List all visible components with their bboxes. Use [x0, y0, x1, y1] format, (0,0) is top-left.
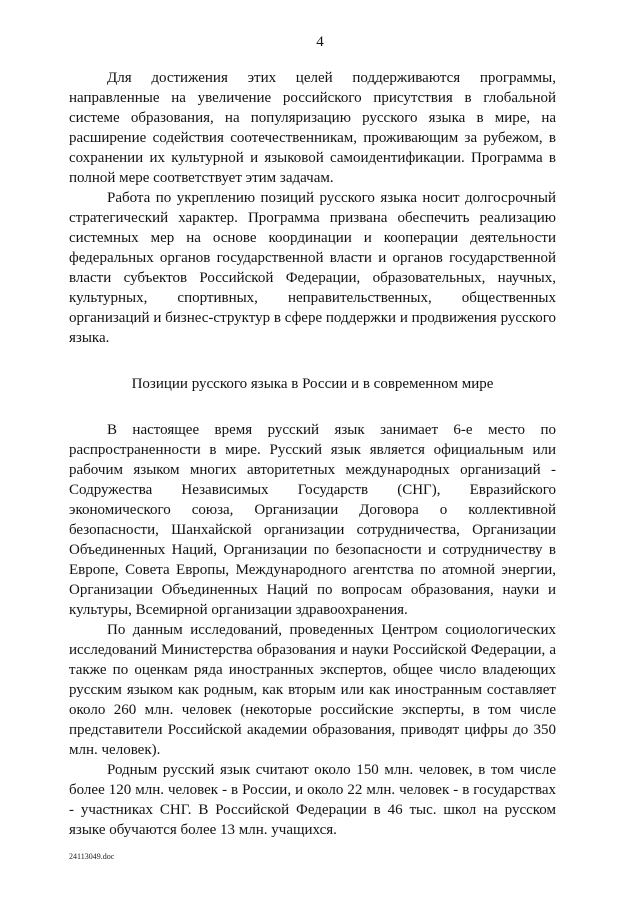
footer-filename: 24113049.doc: [69, 852, 115, 861]
paragraph-goals: Для достижения этих целей поддерживаются программы, направленные на увеличение российского присутствия в глобальной системе образования, на популяризацию русского языка в мире, на расширение содействия соотечественникам, проживающим за рубежом, в сохранении их культурной и языковой самоидентификации. Программа в полной мере соответствует этим задачам.: [69, 70, 556, 186]
paragraph-speakers-total: По данным исследований, проведенных Центром социологических исследований Министерства образования и науки Российской Федерации, а также по оценкам ряда иностранных экспертов, общее число владеющих русским языком как родным, как вторым или как иностранным составляет около 260 млн. человек (некоторые российские эксперты, в том числе представители Российской академии образования, приводят цифры до 350 млн. человек).: [69, 622, 556, 758]
paragraph-status: В настоящее время русский язык занимает 6-е место по распространенности в мире. Русский язык является официальным или рабочим языком многих авторитетных международных организаций - Содружества Независимых Государств (СНГ), Евразийского экономического союза, Организации Договора о коллективной безопасности, Шанхайской организации сотрудничества, Организации Объединенных Наций, Организации по безопасности и сотрудничеству в Европе, Совета Европы, Международного агентства по атомной энергии, Организации Объединенных Наций по вопросам образования, науки и культуры, Всемирной организации здравоохранения.: [69, 422, 556, 618]
paragraph-strategy: Работа по укреплению позиций русского языка носит долгосрочный стратегический характер. Программа призвана обеспечить реализацию системных мер на основе координации и кооперации деятельности федеральных органов государственной власти и органов государственной власти субъектов Российской Федерации, образовательных, научных, культурных, спортивных, неправительственных, общественных организаций и бизнес-структур в сфере поддержки и продвижения русского языка.: [69, 190, 556, 346]
paragraph-native-speakers: Родным русский язык считают около 150 млн. человек, в том числе более 120 млн. человек - в России, и около 22 млн. человек - в государствах - участниках СНГ. В Российской Федерации в 46 тыс. школ на русском языке обучаются более 13 млн. учащихся.: [69, 762, 556, 838]
page-number: 4: [316, 34, 324, 50]
section-heading: Позиции русского языка в России и в современном мире: [131, 376, 494, 392]
document-body: [69, 68, 556, 840]
